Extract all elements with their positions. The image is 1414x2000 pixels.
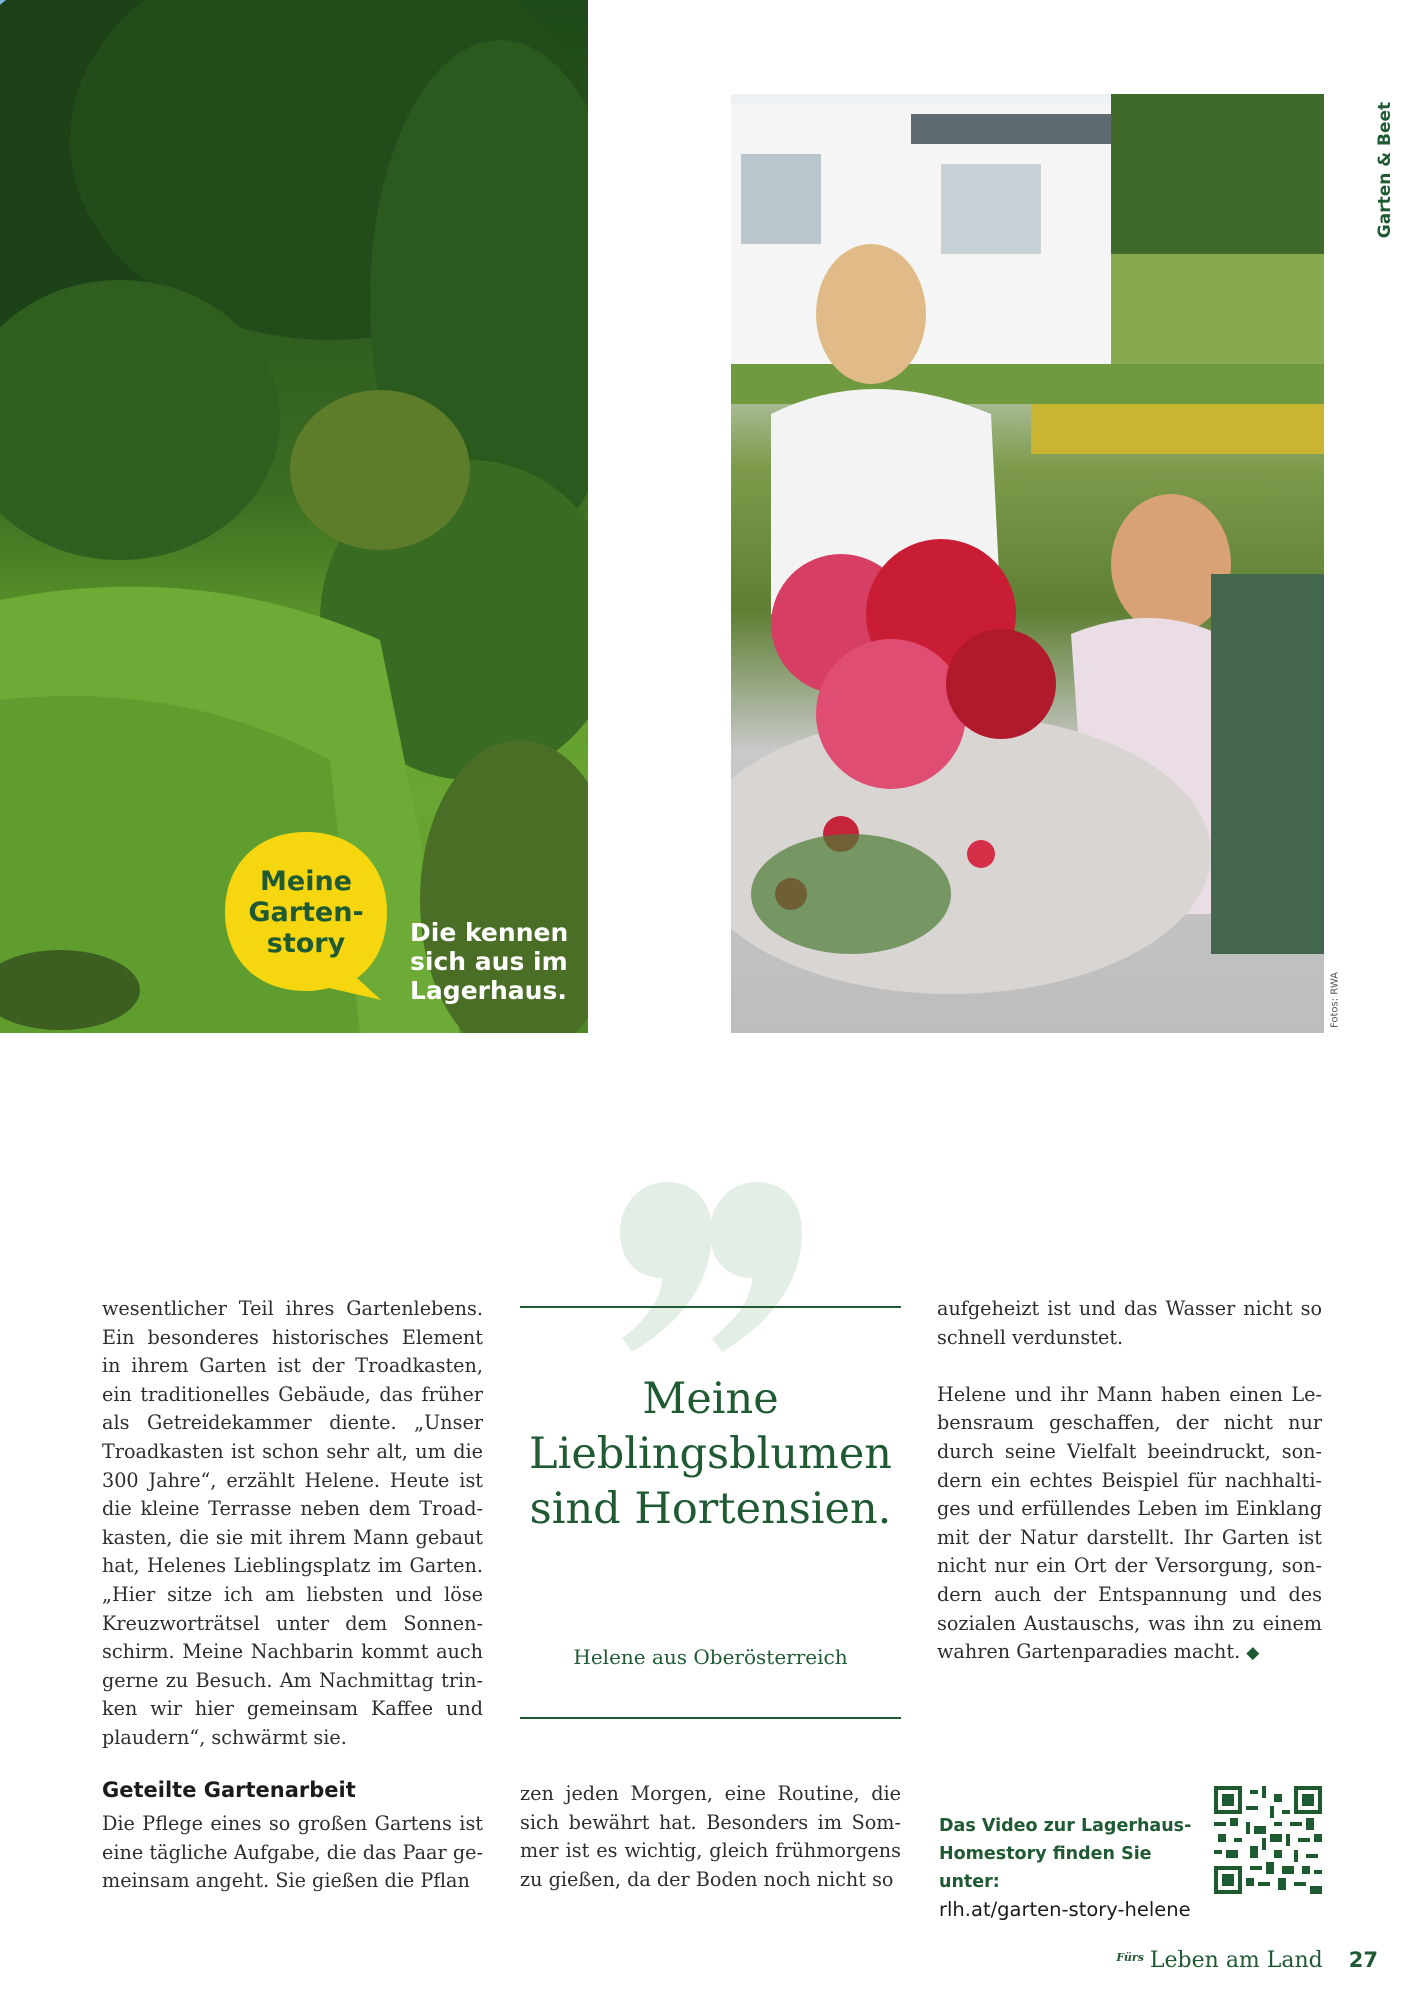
video-link[interactable]: rlh.at/garten-story-helene [939, 1898, 1191, 1921]
video-box [939, 1812, 1209, 1924]
page-number: 27 [1348, 1948, 1378, 1972]
subheading: Geteilte Gartenarbeit [102, 1778, 356, 1802]
footer-brand: Leben am Land [1149, 1948, 1323, 1973]
section-label: Garten & Beet [1375, 101, 1395, 239]
article-paragraph: wesentlicher Teil ihres Gartenlebens. Ein besonderes historisches Element in ihrem Garten ist der Troadkasten, ein traditionelles Gebäude, das früher als Getreidekammer diente. „Unser Troadkasten ist schon sehr alt, um die 300 Jahre“, erzählt Helene. Heute ist die kleine Terrasse neben dem Troadkasten, die sie mit ihrem Mann gebaut hat, Helenes Lieblingsplatz im Garten. „Hier sitze ich am liebsten und löse Kreuzworträtsel unter dem Sonnenschirm. Meine Nachbarin kommt auch gerne zu Besuch. Am Nachmittag trinken wir hier gemeinsam Kaffee und plaudern“, schwärmt sie. [102, 1297, 483, 1749]
article-paragraph: zen jeden Morgen, eine Routine, die sich bewährt hat. Besonders im Sommer ist es wichtig, gleich frühmorgens zu gießen, da der Boden noch nicht so [520, 1782, 901, 1891]
badge-title: Meine Garten-story [248, 866, 364, 959]
article-paragraph: Helene und ihr Mann haben einen Lebensraum geschaffen, der nicht nur durch seine Vielfalt beeindruckt, sondern ein echtes Beispiel für nachhaltiges und erfüllendes Leben im Einklang mit der Natur darstellt. Ihr Garten ist nicht nur ein Ort der Versorgung, sondern auch der Entspannung und des sozialen Austauschs, was ihn zu einem wahren Gartenparadies macht. ◆ [937, 1382, 1322, 1664]
article-column-right [937, 1295, 1322, 1668]
footer-prefix: Fürs [1116, 1951, 1144, 1964]
quote-marks-icon [612, 1182, 812, 1352]
page-footer [1116, 1948, 1378, 1980]
quote-divider-bottom [520, 1717, 901, 1719]
article-paragraph: Die Pflege eines so großen Gartens ist eine tägliche Aufgabe, die das Paar gemeinsam angeht. Sie gießen die Pflan [102, 1812, 483, 1893]
article-column-middle [520, 1780, 901, 1894]
video-box-lead: Das Video zur Lagerhaus-Homestory finden Sie unter: [939, 1816, 1192, 1892]
family-photo [731, 94, 1324, 1033]
pull-quote-text: Meine Lieblingsblumen sind Hortensien. [529, 1374, 892, 1534]
photo-credit: Fotos: RWA [1329, 971, 1341, 1029]
quote-divider-top [520, 1306, 901, 1308]
end-mark-icon: ◆ [1246, 1643, 1260, 1664]
article-column-left [102, 1295, 483, 1753]
pull-quote-author: Helene aus Oberösterreich [573, 1645, 848, 1669]
badge-caption: Die kennen sich aus im Lagerhaus. [410, 918, 569, 1005]
article-paragraph: aufgeheizt ist und das Wasser nicht so schnell verdunstet. [937, 1297, 1322, 1349]
article-column-left-bottom [102, 1810, 483, 1896]
qr-code-icon[interactable] [1214, 1786, 1322, 1894]
